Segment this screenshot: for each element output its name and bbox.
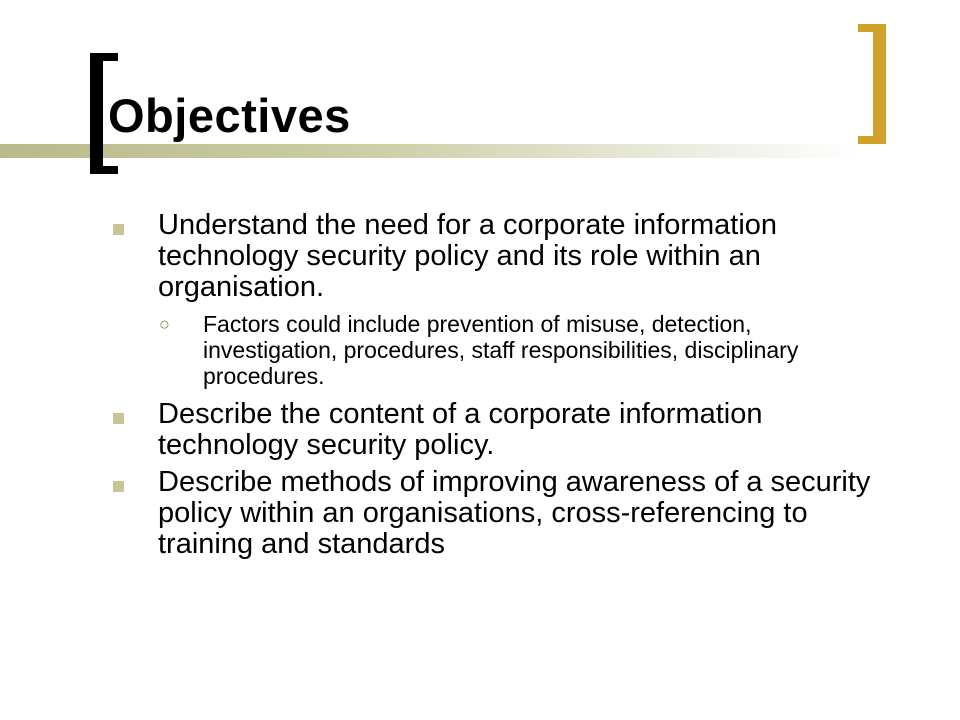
- right-bracket-bottom: [858, 136, 886, 144]
- slide-title: Objectives: [108, 89, 351, 142]
- bullet-text: Describe methods of improving awareness of a security policy within an organisations, cross-referencing to training and standards: [158, 466, 871, 560]
- bullet-list: [0, 210, 960, 560]
- sub-bullet-text: Factors could include prevention of misuse, detection, investigation, procedures, staff responsibilities, disciplinary procedures.: [203, 311, 799, 389]
- right-bracket-bar: [873, 24, 886, 144]
- bullet-text: Understand the need for a corporate information technology security policy and its role within an organisation.: [158, 209, 778, 303]
- hollow-circle-bullet-icon: ○: [159, 314, 170, 334]
- sub-bullet-item: [0, 311, 843, 389]
- left-bracket-bottom: [90, 166, 118, 174]
- bullet-item: [0, 399, 878, 461]
- square-bullet-icon: [113, 224, 124, 235]
- bullet-item: [0, 467, 878, 560]
- bullet-item: [0, 210, 878, 303]
- title-underline-rule: [0, 144, 860, 158]
- bullet-text: Describe the content of a corporate information technology security policy.: [158, 398, 763, 461]
- square-bullet-icon: [113, 481, 124, 492]
- square-bullet-icon: [113, 413, 124, 424]
- right-bracket-top: [858, 24, 886, 32]
- left-bracket-bar: [90, 53, 103, 174]
- left-bracket-top: [90, 53, 118, 61]
